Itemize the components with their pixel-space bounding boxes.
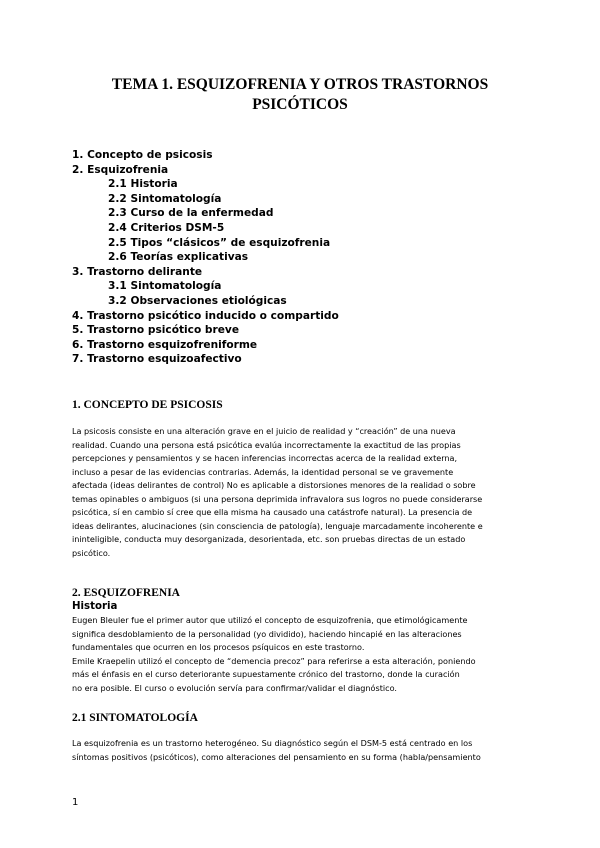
paragraph-line: ideas delirantes, alucinaciones (sin consciencia de patología), lenguaje marcadamente incoherente e bbox=[72, 520, 483, 531]
toc-item: 2.5 Tipos “clásicos” de esquizofrenia bbox=[108, 236, 331, 249]
paragraph-line: no era posible. El curso o evolución servía para confirmar/validar el diagnóstico. bbox=[72, 682, 397, 693]
toc-item: 7. Trastorno esquizoafectivo bbox=[72, 353, 242, 366]
toc-item: 6. Trastorno esquizofreniforme bbox=[72, 338, 258, 351]
paragraph-line: temas opinables o ambiguos (si una persona deprimida infravalora sus logros no puede considerarse bbox=[72, 493, 483, 504]
toc-item: 2.6 Teorías explicativas bbox=[108, 251, 249, 264]
document-title bbox=[60, 75, 540, 115]
section-1-heading: 1. CONCEPTO DE PSICOSIS bbox=[72, 399, 223, 411]
page-number: 1 bbox=[72, 797, 79, 808]
section-1-body bbox=[72, 425, 532, 560]
toc-item: 2.4 Criterios DSM-5 bbox=[108, 221, 225, 234]
paragraph-line: significa desdoblamiento de la personalidad (yo dividido), haciendo hincapié en las alteraciones bbox=[72, 628, 462, 639]
toc-item: 2.1 Historia bbox=[108, 178, 178, 191]
section-2-1-heading: 2.1 SINTOMATOLOGÍA bbox=[72, 712, 198, 724]
section-2-subheading: Historia bbox=[72, 601, 118, 612]
section-2-body bbox=[72, 614, 532, 695]
toc-item: 1. Concepto de psicosis bbox=[72, 149, 213, 161]
section-2-heading: 2. ESQUIZOFRENIA bbox=[72, 587, 180, 599]
toc-item: 5. Trastorno psicótico breve bbox=[72, 324, 240, 337]
paragraph-line: psicótica, sí en cambio sí cree que ella misma ha causado una catástrofe natural). La presencia de bbox=[72, 507, 473, 517]
toc-item: 3.2 Observaciones etiológicas bbox=[108, 294, 287, 307]
toc-item: 3. Trastorno delirante bbox=[72, 265, 203, 278]
paragraph-line: ininteligible, conducta muy desorganizada, desorientada, etc. son pruebas directas de un estado bbox=[72, 534, 466, 544]
toc-item: 2. Esquizofrenia bbox=[72, 163, 169, 176]
title-line-1: TEMA 1. ESQUIZOFRENIA Y OTROS TRASTORNOS bbox=[111, 76, 489, 93]
paragraph-line: realidad. Cuando una persona está psicótica evalúa incorrectamente la exactitud de las propias bbox=[72, 439, 461, 450]
paragraph-line: afectada (ideas delirantes de control) No es aplicable a distorsiones menores de la realidad o sobre bbox=[72, 480, 476, 490]
title-line-2: PSICÓTICOS bbox=[252, 96, 348, 113]
paragraph-line: Eugen Bleuler fue el primer autor que utilizó el concepto de esquizofrenia, que etimológicamente bbox=[72, 615, 468, 625]
section-2-1-body bbox=[72, 737, 532, 764]
toc-item: 2.3 Curso de la enfermedad bbox=[108, 207, 274, 220]
paragraph-line: percepciones y pensamientos y se hacen inferencias incorrectas acerca de la realidad externa, bbox=[72, 453, 458, 463]
paragraph-line: síntomas positivos (psicóticos), como alteraciones del pensamiento en su forma (habla/pensamiento bbox=[72, 751, 481, 762]
paragraph-line: La psicosis consiste en una alteración grave en el juicio de realidad y “creación” de una nueva bbox=[72, 426, 456, 436]
toc-item: 2.2 Sintomatología bbox=[108, 192, 222, 205]
paragraph-line: fundamentales que ocurren en los procesos psíquicos en este trastorno. bbox=[72, 642, 365, 652]
table-of-contents bbox=[72, 148, 532, 367]
toc-item: 4. Trastorno psicótico inducido o compartido bbox=[72, 309, 339, 322]
paragraph-line: La esquizofrenia es un trastorno heterogéneo. Su diagnóstico según el DSM-5 está centrado en los bbox=[72, 738, 473, 748]
paragraph-line: Emile Kraepelin utilizó el concepto de “demencia precoz” para referirse a esta alteración, poniendo bbox=[72, 655, 476, 666]
paragraph-line: incluso a pesar de las evidencias contrarias. Además, la identidad personal se ve gravemente bbox=[72, 466, 454, 477]
paragraph-line: más el énfasis en el curso deteriorante supuestamente crónico del trastorno, donde la curación bbox=[72, 669, 460, 679]
toc-item: 3.1 Sintomatología bbox=[108, 280, 222, 293]
paragraph-line: psicótico. bbox=[72, 547, 111, 558]
